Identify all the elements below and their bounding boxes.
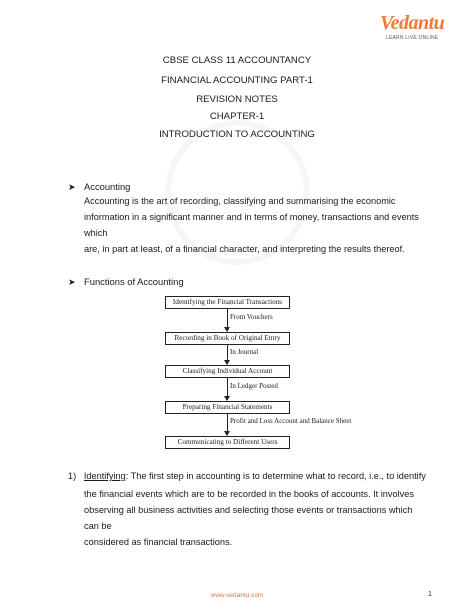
flow-box-recording: Recording in Book of Original Entry	[165, 332, 290, 345]
flow-label-ledger: In Ledger Posted	[230, 382, 278, 390]
body-line: information in a significant manner and in terms of money, transactions and events which	[84, 212, 419, 238]
flow-box-communicating: Communicating to Different Users	[165, 436, 290, 449]
header-line-3: REVISION NOTES	[196, 94, 278, 105]
body-line: the financial events which are to be recorded in the books of accounts. It involves	[84, 489, 414, 499]
body-line: Accounting is the art of recording, classifying and summarising the economic	[84, 196, 396, 206]
flow-box-preparing: Preparing Financial Statements	[165, 401, 290, 414]
flow-box-classifying: Classifying Individual Account	[165, 365, 290, 378]
flow-label-journal: In Journal	[230, 348, 259, 356]
footer-url: www.vedantu.com	[210, 592, 264, 599]
section-accounting-body	[84, 193, 424, 257]
item-identifying-first-line	[68, 470, 426, 482]
header-line-5: INTRODUCTION TO ACCOUNTING	[159, 129, 315, 140]
flow-box-identifying: Identifying the Financial Transactions	[165, 296, 290, 309]
item-first-line-text: : The first step in accounting is to determine what to record, i.e., to identify	[125, 471, 426, 481]
section-accounting-heading	[68, 181, 130, 193]
flow-label-statements: Profit and Loss Account and Balance Sheet	[230, 417, 352, 425]
logo-wordmark: Vedantu	[380, 12, 445, 34]
body-line: considered as financial transactions.	[84, 537, 233, 547]
item-number: 1)	[68, 471, 77, 481]
body-line: observing all business activities and selecting those events or transactions which can be	[84, 505, 413, 531]
vedantu-logo	[380, 8, 460, 48]
section-functions-title: Functions of Accounting	[84, 276, 184, 287]
item-term: Identifying	[83, 471, 126, 481]
header-line-1: CBSE CLASS 11 ACCOUNTANCY	[162, 55, 312, 66]
header-line-4: CHAPTER-1	[209, 111, 265, 122]
arrow-bullet-icon: ➤	[68, 182, 76, 192]
logo-tagline: LEARN LIVE ONLINE	[386, 35, 439, 41]
body-line: are, in part at least, of a financial character, and interpreting the results thereof.	[84, 244, 405, 254]
page-number: 1	[428, 591, 432, 598]
flow-label-vouchers: From Vouchers	[230, 313, 273, 321]
header-line-2: FINANCIAL ACCOUNTING PART-1	[161, 75, 313, 86]
section-accounting-title: Accounting	[84, 181, 131, 192]
section-functions-heading	[68, 276, 184, 288]
item-identifying-body	[84, 486, 424, 550]
arrow-bullet-icon: ➤	[68, 277, 76, 287]
